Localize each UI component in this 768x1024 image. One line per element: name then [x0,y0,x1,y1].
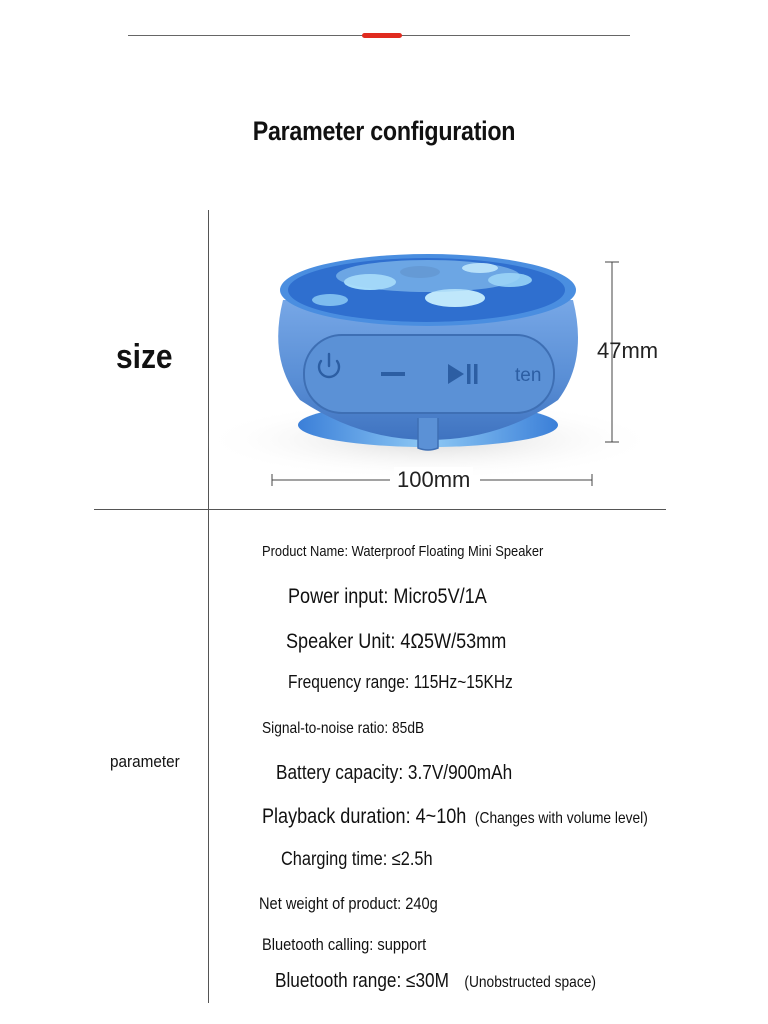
spec-charging: Charging time: ≤2.5h [281,849,433,870]
spec-calling: Bluetooth calling: support [262,935,427,954]
spec-weight: Net weight of product: 240g [259,894,438,913]
minus-icon [381,372,405,376]
spec-range-value: Bluetooth range: ≤30M [275,970,449,992]
size-section-label: size [116,338,173,376]
spec-frequency: Frequency range: 115Hz~15KHz [288,672,513,692]
spec-playback-value: Playback duration: 4~10h [262,805,467,828]
height-dimension: 47mm [597,338,659,363]
parameter-section-label: parameter [110,752,180,771]
spec-playback [262,805,648,829]
spec-battery: Battery capacity: 3.7V/900mAh [276,762,513,784]
spec-speaker-unit: Speaker Unit: 4Ω5W/53mm [286,630,507,653]
spec-snr: Signal-to-noise ratio: 85dB [262,720,425,737]
speaker-image [0,200,768,580]
spec-playback-note: (Changes with volume level) [474,810,648,827]
spec-power-input: Power input: Micro5V/1A [288,585,487,608]
spec-range-note: (Unobstructed space) [464,974,596,991]
top-accent-bar [362,33,402,38]
width-dimension: 100mm [394,467,473,493]
speaker-button-label: ten [515,365,542,386]
spec-range [275,970,596,993]
page-title: Parameter configuration [252,116,516,146]
spec-product-name: Product Name: Waterproof Floating Mini Speaker [262,543,544,560]
